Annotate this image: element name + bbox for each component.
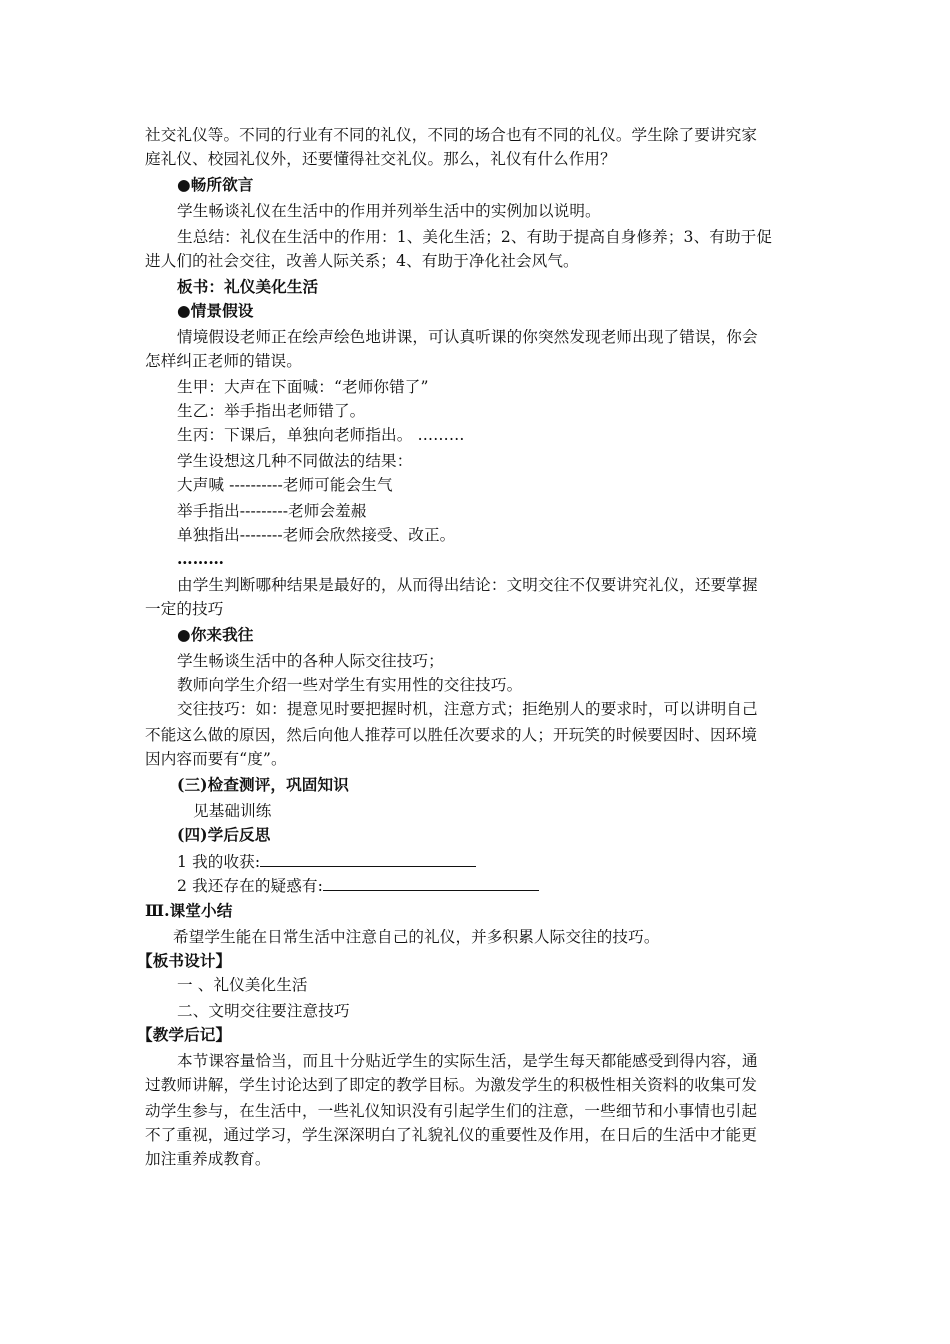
paragraph-line: 社交礼仪等。不同的行业有不同的礼仪，不同的场合也有不同的礼仪。学生除了要讲究家 — [145, 126, 758, 144]
paragraph-line: 学生畅谈礼仪在生活中的作用并列举生活中的实例加以说明。 — [177, 202, 601, 220]
paragraph-line: 单独指出--------老师会欣然接受、改正。 — [177, 526, 456, 544]
paragraph-line: 生丙：下课后，单独向老师指出。 ……… — [177, 426, 465, 444]
paragraph-line: 本节课容量恰当，而且十分贴近学生的实际生活，是学生每天都能感受到得内容，通 — [177, 1052, 758, 1070]
paragraph-line: 教师向学生介绍一些对学生有实用性的交往技巧。 — [177, 676, 523, 694]
paragraph-line: 因内容而要有“度”。 — [145, 750, 287, 768]
paragraph-line: 动学生参与，在生活中，一些礼仪知识没有引起学生们的注意，一些细节和小事情也引起 — [145, 1102, 758, 1120]
paragraph-line: 生甲：大声在下面喊：“老师你错了” — [177, 378, 429, 396]
paragraph-line: 一定的技巧 — [145, 600, 224, 618]
section-heading: (四)学后反思 — [177, 825, 271, 844]
paragraph-line: 交往技巧：如：提意见时要把握时机，注意方式；拒绝别人的要求时，可以讲明自己 — [177, 700, 758, 718]
paragraph-line: 进人们的社会交往，改善人际关系；4、有助于净化社会风气。 — [145, 252, 579, 270]
ellipsis-line: ……… — [177, 549, 225, 568]
paragraph-line: 生总结：礼仪在生活中的作用：1、美化生活；2、有助于提高自身修养；3、有助于促 — [177, 228, 773, 246]
board-item: 一 、礼仪美化生活 — [177, 976, 308, 994]
paragraph-line: 怎样纠正老师的错误。 — [145, 352, 302, 370]
paragraph-line: 希望学生能在日常生活中注意自己的礼仪，并多积累人际交往的技巧。 — [173, 928, 660, 946]
paragraph-line: 不了重视，通过学习，学生深深明白了礼貌礼仪的重要性及作用，在日后的生活中才能更 — [145, 1126, 758, 1144]
section-heading: ●情景假设 — [177, 301, 254, 320]
section-heading: 【教学后记】 — [137, 1025, 232, 1044]
paragraph-line: 学生设想这几种不同做法的结果： — [177, 452, 413, 470]
answer-blank-line — [260, 850, 476, 867]
board-note: 板书：礼仪美化生活 — [177, 277, 319, 296]
paragraph-line: 学生畅谈生活中的各种人际交往技巧； — [177, 652, 444, 670]
reflection-line — [177, 850, 476, 873]
paragraph-line: 庭礼仪、校园礼仪外，还要懂得社交礼仪。那么，礼仪有什么作用？ — [145, 150, 616, 168]
paragraph-line: 过教师讲解，学生讨论达到了即定的教学目标。为激发学生的积极性相关资料的收集可发 — [145, 1076, 758, 1094]
board-item: 二、文明交往要注意技巧 — [177, 1002, 350, 1020]
reflection-label: 1 我的收获: — [177, 853, 261, 871]
paragraph-line: 情境假设老师正在绘声绘色地讲课，可认真听课的你突然发现老师出现了错误，你会 — [177, 328, 758, 346]
answer-blank-line — [323, 874, 539, 891]
section-heading: ●你来我往 — [177, 625, 254, 644]
reflection-label: 2 我还存在的疑惑有: — [177, 877, 323, 895]
paragraph-line: 大声喊 ----------老师可能会生气 — [177, 476, 393, 494]
paragraph-line: 举手指出---------老师会羞赧 — [177, 502, 367, 520]
section-heading: 【板书设计】 — [137, 951, 232, 970]
paragraph-line: 见基础训练 — [193, 802, 272, 820]
reflection-line — [177, 874, 539, 897]
section-heading: (三)检查测评，巩固知识 — [177, 775, 349, 794]
section-heading: Ⅲ.课堂小结 — [145, 901, 233, 920]
section-heading: ●畅所欲言 — [177, 175, 254, 194]
paragraph-line: 不能这么做的原因，然后向他人推荐可以胜任次要求的人；开玩笑的时候要因时、因环境 — [145, 726, 758, 744]
paragraph-line: 由学生判断哪种结果是最好的，从而得出结论：文明交往不仅要讲究礼仪，还要掌握 — [177, 576, 758, 594]
paragraph-line: 加注重养成教育。 — [145, 1150, 271, 1168]
paragraph-line: 生乙：举手指出老师错了。 — [177, 402, 366, 420]
